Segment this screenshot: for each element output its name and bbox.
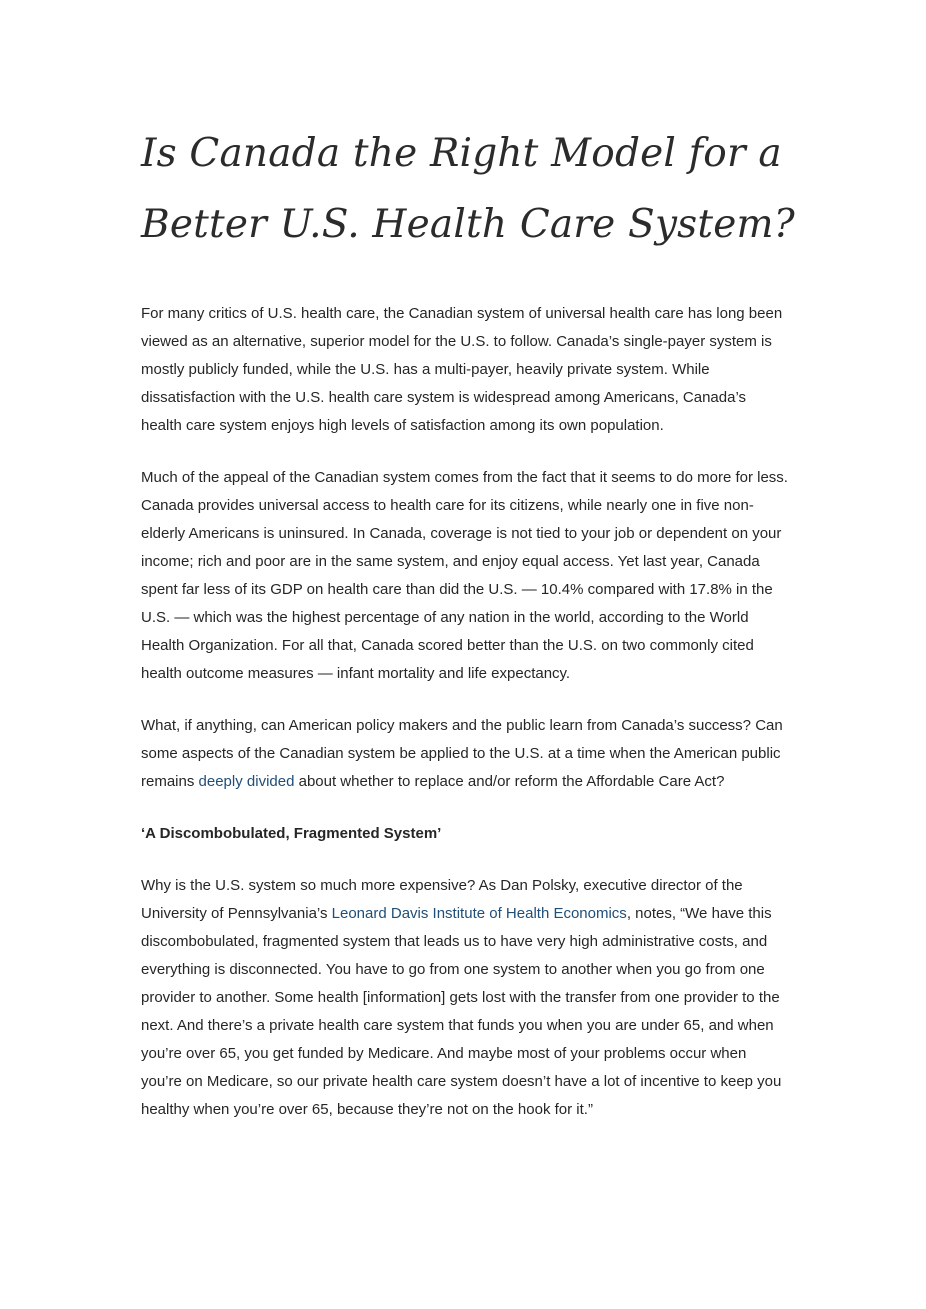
title-line-1: Is Canada the Right Model for a [141, 131, 782, 176]
title-line-2: Better U.S. Health Care System? [141, 202, 795, 247]
paragraph-question-text-before: What, if anything, can American policy makers and the public learn from Canada’s success? Can some aspects of the Canadian system be applied to the U.S. at a time when the American public remains [141, 717, 783, 790]
deeply-divided-link[interactable]: deeply divided [198, 773, 295, 790]
article-title [141, 118, 795, 260]
paragraph-polsky-text-before: Why is the U.S. system so much more expensive? As Dan Polsky, executive director of the University of Pennsylvania’s [141, 877, 743, 922]
paragraph-polsky [141, 872, 791, 1124]
section-heading: ‘A Discombobulated, Fragmented System’ [141, 825, 442, 842]
paragraph-question [141, 712, 791, 796]
paragraph-intro: For many critics of U.S. health care, the Canadian system of universal health care has long been viewed as an alternative, superior model for the U.S. to follow. Canada’s single-payer system is mostly publicly funded, while the U.S. has a multi-payer, heavily private system. While dissatisfaction with the U.S. health care system is widespread among Americans, Canada’s health care system enjoys high levels of satisfaction among its own population. [141, 305, 783, 434]
ldi-link[interactable]: Leonard Davis Institute of Health Economics [331, 905, 627, 922]
paragraph-polsky-text-after: , notes, “We have this discombobulated, fragmented system that leads us to have very high administrative costs, and everything is disconnected. You have to go from one system to another when you go from one provider to another. Some health [information] gets lost with the transfer from one provider to the next. And there’s a private health care system that funds you when you are under 65, and when you’re over 65, you get funded by Medicare. And maybe most of your problems occur when you’re on Medicare, so our private health care system doesn’t have a lot of incentive to keep you healthy when you’re over 65, because they’re not on the hook for it.” [141, 905, 782, 1118]
document-page [141, 118, 795, 1148]
article-body [141, 300, 791, 1124]
paragraph-question-text-after: about whether to replace and/or reform the Affordable Care Act? [294, 773, 725, 790]
paragraph-appeal: Much of the appeal of the Canadian system comes from the fact that it seems to do more for less. Canada provides universal access to health care for its citizens, while nearly one in five non-elderly Americans is uninsured. In Canada, coverage is not tied to your job or dependent on your income; rich and poor are in the same system, and enjoy equal access. Yet last year, Canada spent far less of its GDP on health care than did the U.S. — 10.4% compared with 17.8% in the U.S. — which was the highest percentage of any nation in the world, according to the World Health Organization. For all that, Canada scored better than the U.S. on two commonly cited health outcome measures — infant mortality and life expectancy. [141, 469, 788, 682]
